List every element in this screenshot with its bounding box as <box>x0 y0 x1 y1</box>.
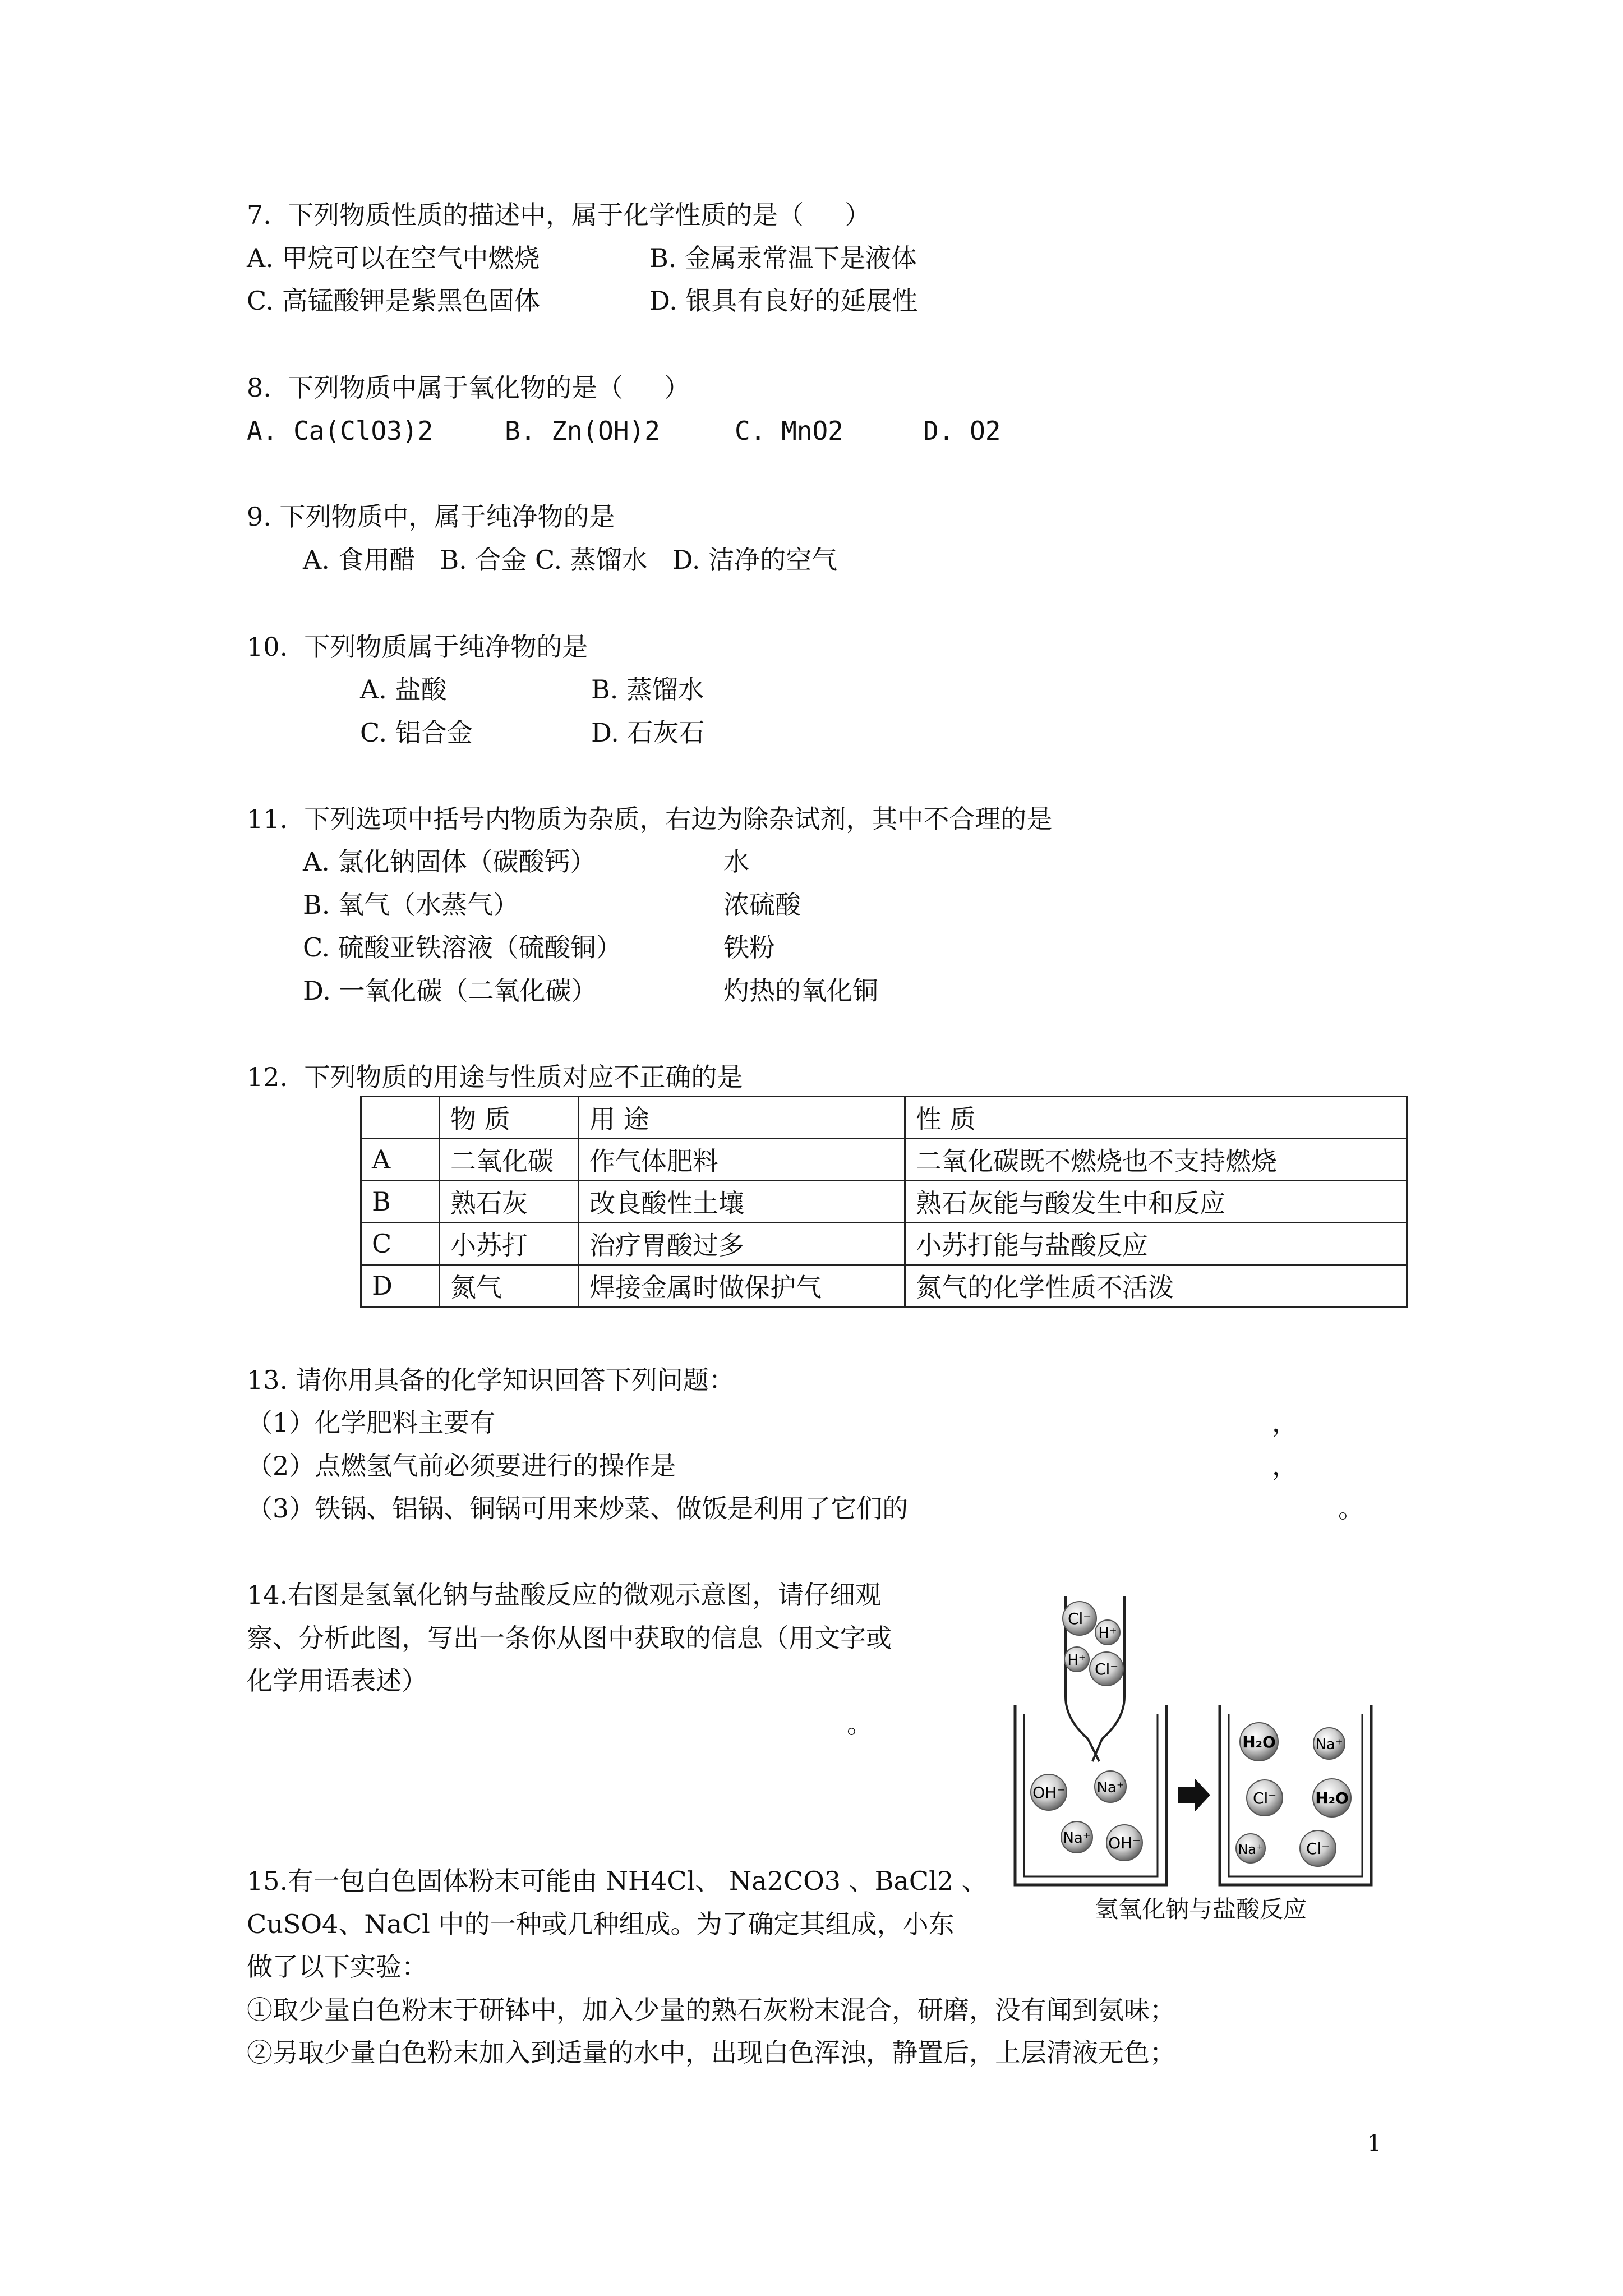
ion-label: OH⁻ <box>1032 1783 1065 1802</box>
q14-line-2: 察、分析此图，写出一条你从图中获取的信息（用文字或 <box>247 1623 892 1653</box>
q7-option-d: D. 银具有良好的延展性 <box>649 286 918 316</box>
q11-stem: 11. 下列选项中括号内物质为杂质，右边为除杂试剂，其中不合理的是 <box>247 804 1053 834</box>
q11-row-c: C. 硫酸亚铁溶液（硫酸铜） <box>303 932 622 963</box>
table-cell: C <box>361 1223 440 1265</box>
q11-reagent-a: 水 <box>723 846 749 877</box>
table-header-row <box>361 1097 1407 1139</box>
q8-option-b: B. Zn(OH)2 <box>505 416 660 446</box>
q13-part-2: （2）点燃氢气前必须要进行的操作是 <box>247 1451 676 1481</box>
ion-label: H⁺ <box>1098 1625 1117 1642</box>
q15-step-1: ①取少量白色粉末于研钵中，加入少量的熟石灰粉末混合，研磨，没有闻到氨味； <box>247 1995 1175 2025</box>
q8-option-a: A. Ca(ClO3)2 <box>247 416 434 446</box>
ion-label: Cl⁻ <box>1252 1789 1277 1807</box>
page-number: 1 <box>1367 2131 1382 2156</box>
q11-reagent-c: 铁粉 <box>723 932 775 963</box>
q8-option-d: D. O2 <box>923 416 1001 446</box>
ion-label: Na⁺ <box>1315 1736 1343 1753</box>
figure-caption: 氢氧化钠与盐酸反应 <box>1095 1895 1307 1923</box>
table-row <box>361 1265 1407 1307</box>
table-cell: 二氧化碳既不燃烧也不支持燃烧 <box>905 1139 1407 1181</box>
q12-table <box>360 1096 1408 1308</box>
table-header-cell: 性 质 <box>905 1097 1407 1139</box>
q14-line-3: 化学用语表述） <box>247 1665 427 1696</box>
q11-row-d: D. 一氧化碳（二氧化碳） <box>303 976 597 1006</box>
q10-option-b: B. 蒸馏水 <box>591 674 704 705</box>
ion-label: Cl⁻ <box>1094 1660 1119 1678</box>
ion-label: Na⁺ <box>1063 1830 1091 1847</box>
q11-row-a: A. 氯化钠固体（碳酸钙） <box>303 846 596 877</box>
table-cell: 治疗胃酸过多 <box>579 1223 905 1265</box>
q12-stem: 12. 下列物质的用途与性质对应不正确的是 <box>247 1062 743 1092</box>
q11-reagent-b: 浓硫酸 <box>723 890 801 920</box>
q15-line-1: 15.有一包白色固体粉末可能由 NH4Cl、 Na2CO3 、BaCl2 、 <box>247 1866 988 1896</box>
table-cell: 熟石灰能与酸发生中和反应 <box>905 1181 1407 1223</box>
reaction-arrow-icon <box>1178 1778 1210 1812</box>
q7-option-c: C. 高锰酸钾是紫黑色固体 <box>247 286 540 316</box>
q8-option-c: C. MnO2 <box>735 416 843 446</box>
table-cell: D <box>361 1265 440 1307</box>
q15-step-2: ②另取少量白色粉末加入到适量的水中，出现白色浑浊，静置后，上层清液无色； <box>247 2037 1175 2068</box>
table-header-cell: 用 途 <box>579 1097 905 1139</box>
q8-stem: 8. 下列物质中属于氧化物的是（ ） <box>247 372 690 403</box>
table-cell: 改良酸性土壤 <box>579 1181 905 1223</box>
q7-option-b: B. 金属汞常温下是液体 <box>649 243 917 273</box>
q15-line-3: 做了以下实验： <box>247 1952 427 1982</box>
table-cell: A <box>361 1139 440 1181</box>
q13-part-3-period: 。 <box>1338 1493 1364 1524</box>
q10-option-a: A. 盐酸 <box>360 674 447 705</box>
q15-line-2: CuSO4、NaCl 中的一种或几种组成。为了确定其组成，小东 <box>247 1909 955 1939</box>
table-cell: 焊接金属时做保护气 <box>579 1265 905 1307</box>
ion-label: Cl⁻ <box>1067 1609 1092 1628</box>
table-row <box>361 1139 1407 1181</box>
q10-stem: 10. 下列物质属于纯净物的是 <box>247 632 588 662</box>
table-row <box>361 1181 1407 1223</box>
ion-label: Na⁺ <box>1238 1842 1264 1857</box>
table-cell: 小苏打能与盐酸反应 <box>905 1223 1407 1265</box>
ion-label: H⁺ <box>1067 1652 1086 1669</box>
q10-option-d: D. 石灰石 <box>591 717 705 748</box>
table-cell: 熟石灰 <box>440 1181 579 1223</box>
table-header-cell <box>361 1097 440 1139</box>
table-cell: B <box>361 1181 440 1223</box>
q13-stem: 13. 请你用具备的化学知识回答下列问题： <box>247 1365 735 1395</box>
ion-label: Na⁺ <box>1096 1779 1124 1796</box>
q13-part-3: （3）铁锅、铝锅、铜锅可用来炒菜、做饭是利用了它们的 <box>247 1493 909 1524</box>
q13-part-1: （1）化学肥料主要有 <box>247 1407 496 1438</box>
q7-stem: 7. 下列物质性质的描述中，属于化学性质的是（ ） <box>247 200 871 230</box>
q14-line-1: 14.右图是氢氧化钠与盐酸反应的微观示意图，请仔细观 <box>247 1580 882 1610</box>
table-header-cell: 物 质 <box>440 1097 579 1139</box>
q9-options: A. 食用醋 B. 合金 C. 蒸馏水 D. 洁净的空气 <box>303 545 838 575</box>
q14-answer-period: 。 <box>847 1709 873 1739</box>
q11-row-b: B. 氧气（水蒸气） <box>303 890 519 920</box>
ion-label: H₂O <box>1242 1733 1276 1751</box>
table-cell: 作气体肥料 <box>579 1139 905 1181</box>
table-row <box>361 1223 1407 1265</box>
q7-option-a: A. 甲烷可以在空气中燃烧 <box>247 243 540 273</box>
ion-label: H₂O <box>1315 1789 1349 1807</box>
q10-option-c: C. 铝合金 <box>360 717 473 748</box>
table-cell: 二氧化碳 <box>440 1139 579 1181</box>
ion-label: Cl⁻ <box>1306 1839 1330 1858</box>
q13-part-1-comma: ， <box>1272 1407 1298 1438</box>
q9-stem: 9. 下列物质中，属于纯净物的是 <box>247 501 615 532</box>
ion-label: OH⁻ <box>1108 1834 1141 1852</box>
table-cell: 氮气的化学性质不活泼 <box>905 1265 1407 1307</box>
table-cell: 氮气 <box>440 1265 579 1307</box>
q11-reagent-d: 灼热的氧化铜 <box>723 976 878 1006</box>
q13-part-2-comma: ， <box>1272 1451 1298 1481</box>
reaction-diagram <box>1004 1593 1396 1907</box>
table-cell: 小苏打 <box>440 1223 579 1265</box>
